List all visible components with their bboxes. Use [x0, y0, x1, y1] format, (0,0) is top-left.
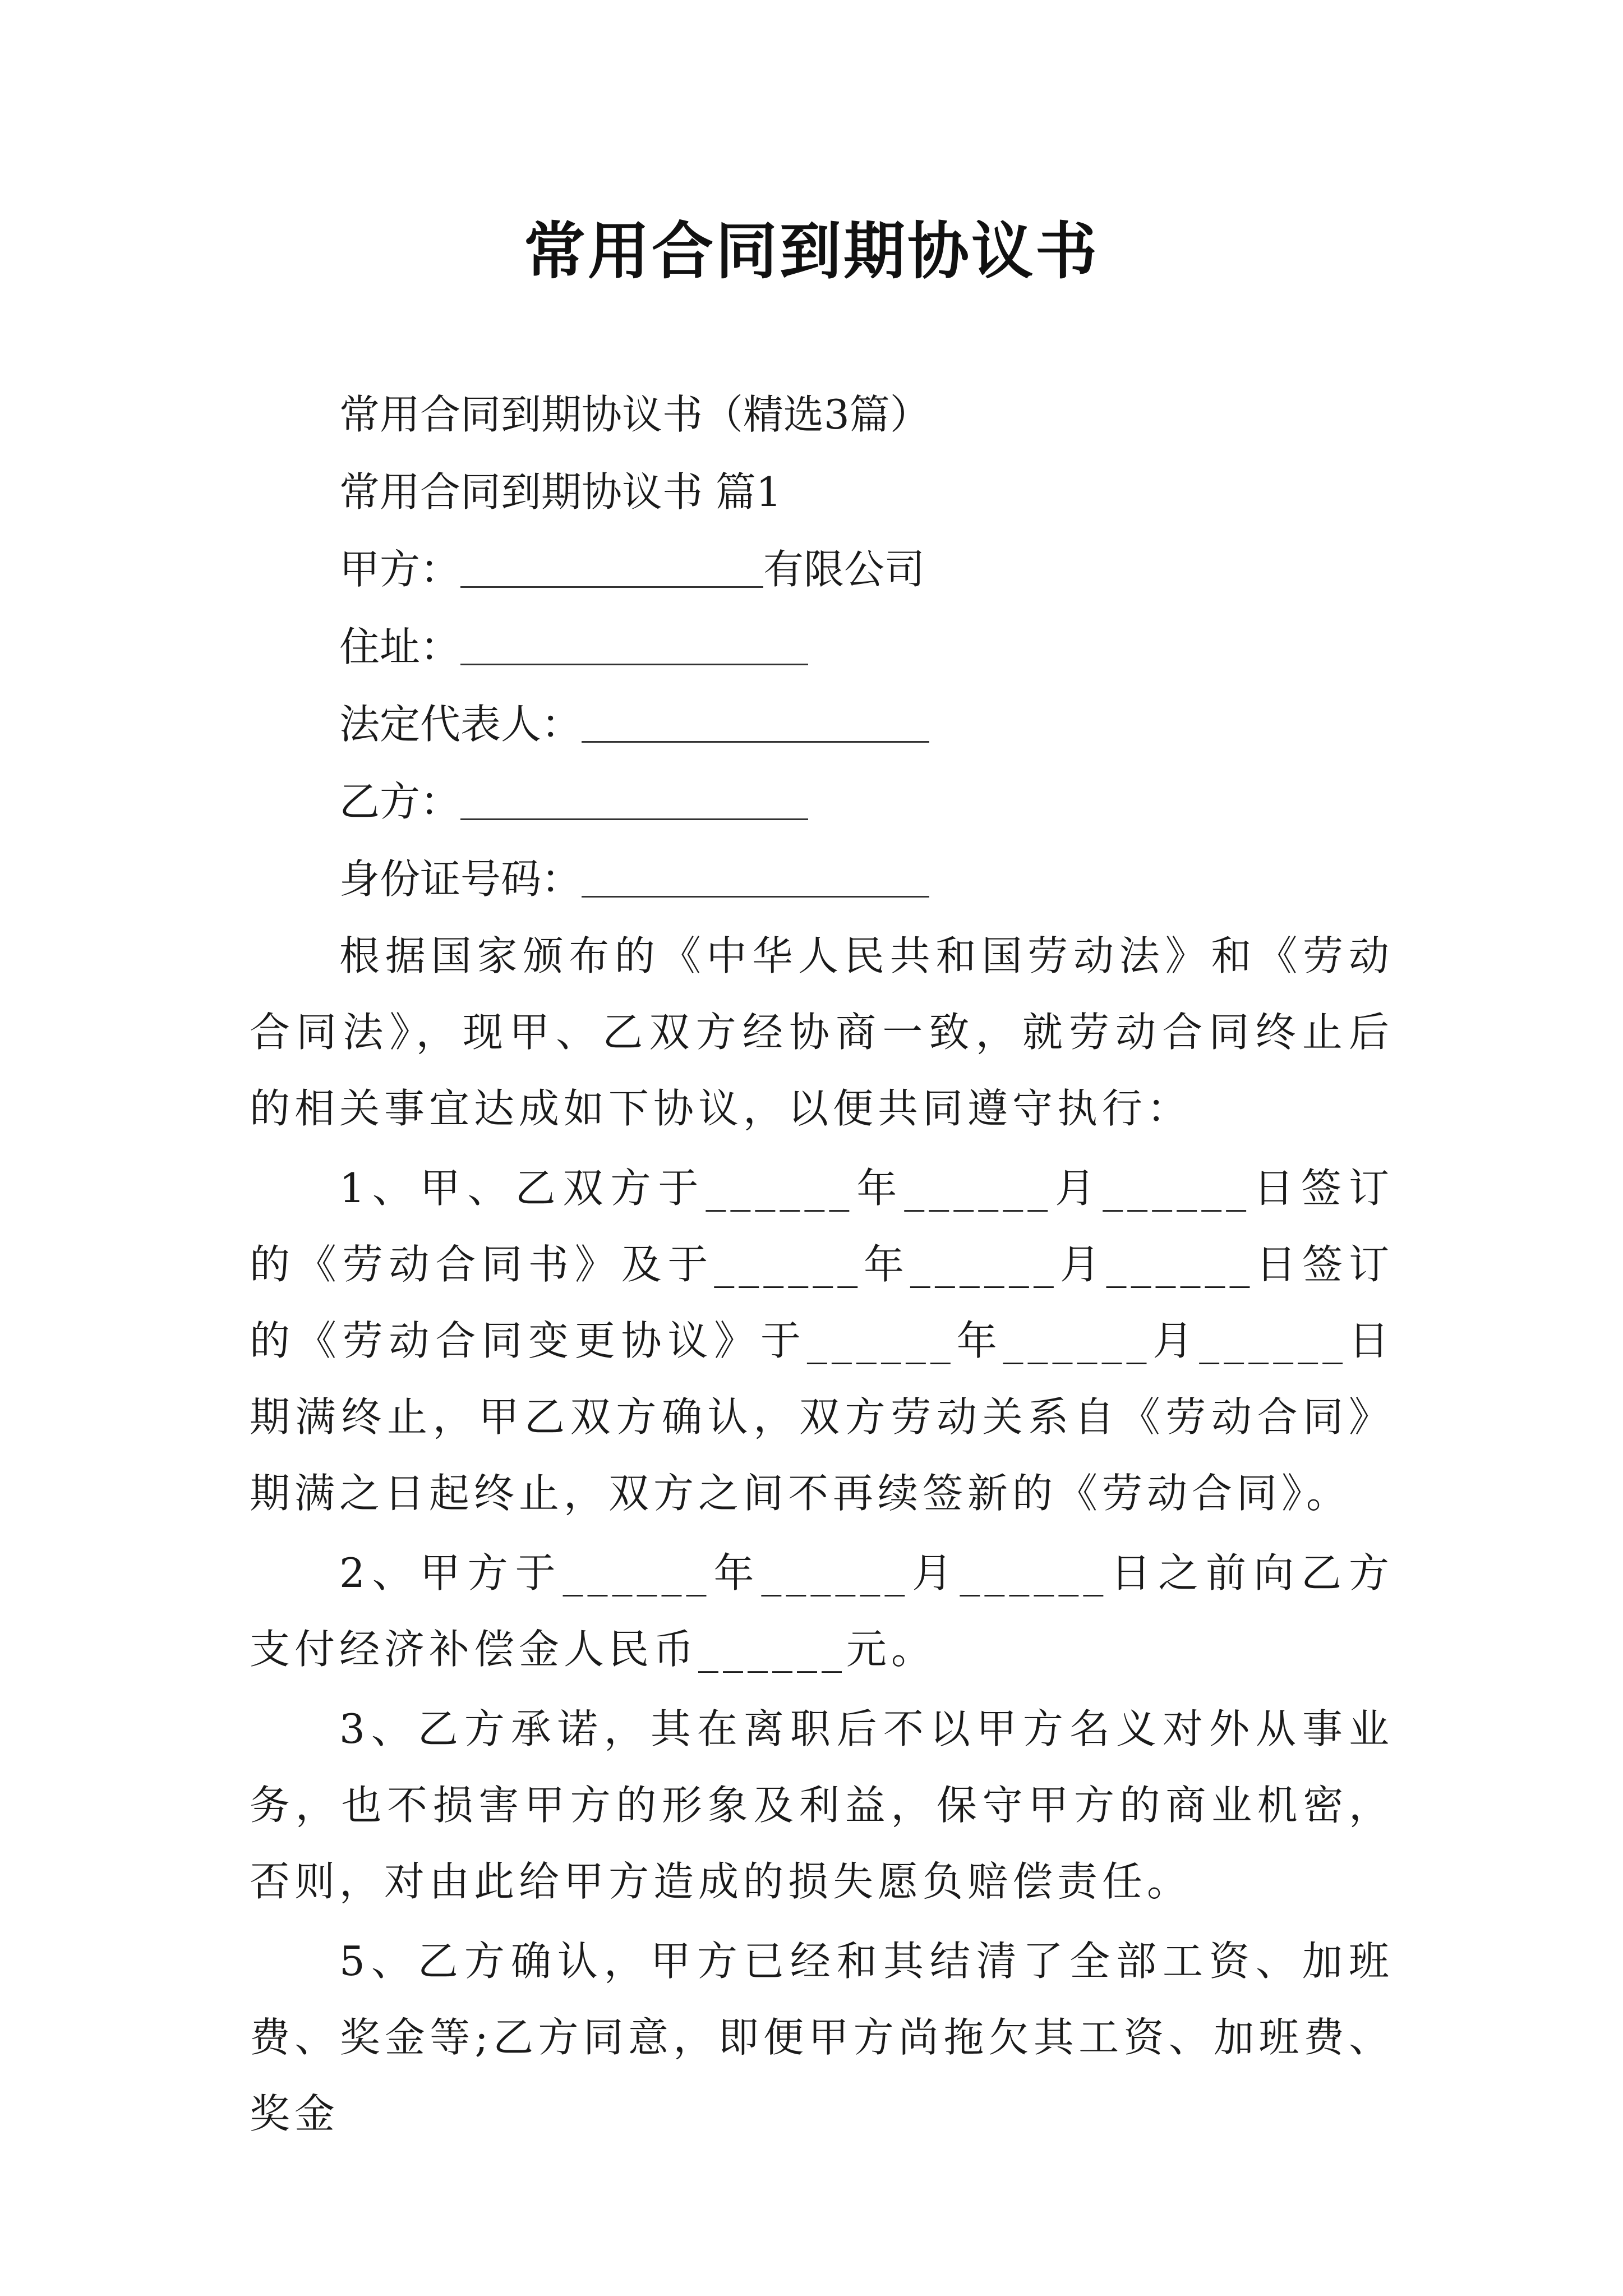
paragraph-clause-1: 1、甲、乙双方于______年______月______日签订的《劳动合同书》及于______年______月______日签订的《劳动合同变更协议》于______年______月______日期满终止，甲乙双方确认，双方劳动关系自《劳动合同》期满之日起终止，双方之间不再续签新的《劳动合同》。 [250, 1165, 1394, 1517]
paragraph-clause-3: 3、乙方承诺，其在离职后不以甲方名义对外从事业务，也不损害甲方的形象及利益，保守甲方的商业机密，否则，对由此给甲方造成的损失愿负赔偿责任。 [250, 1705, 1394, 1905]
field-address [250, 608, 1394, 685]
blank-line [460, 624, 808, 665]
blank-line [582, 857, 929, 898]
field-label: 法定代表人： [339, 701, 582, 748]
document-subtitle: 常用合同到期协议书（精选3篇） [339, 391, 930, 438]
blank-line [460, 547, 763, 588]
document-body [250, 376, 1394, 2155]
paragraph-clause-2: 2、甲方于______年______月______日之前向乙方支付经济补偿金人民币______元。 [250, 1549, 1394, 1673]
field-label: 住址： [339, 623, 461, 670]
field-label: 甲方： [339, 546, 461, 593]
paragraph-clause-5: 5、乙方确认，甲方已经和其结清了全部工资、加班费、奖金等;乙方同意，即便甲方尚拖欠其工资、加班费、奖金 [250, 1938, 1394, 2137]
field-id-number [250, 840, 1394, 918]
field-suffix: 有限公司 [763, 546, 925, 593]
field-label: 身份证号码： [339, 855, 582, 903]
field-label: 乙方： [339, 778, 461, 825]
document-title: 常用合同到期协议书 [524, 215, 1099, 287]
blank-line [460, 779, 808, 820]
section-heading: 常用合同到期协议书 篇1 [339, 468, 782, 516]
blank-line [582, 702, 929, 743]
field-party-a [250, 531, 1394, 608]
field-legal-representative [250, 685, 1394, 763]
field-party-b [250, 763, 1394, 840]
paragraph-preamble: 根据国家颁布的《中华人民共和国劳动法》和《劳动合同法》，现甲、乙双方经协商一致，就劳动合同终止后的相关事宜达成如下协议，以便共同遵守执行： [250, 932, 1394, 1132]
